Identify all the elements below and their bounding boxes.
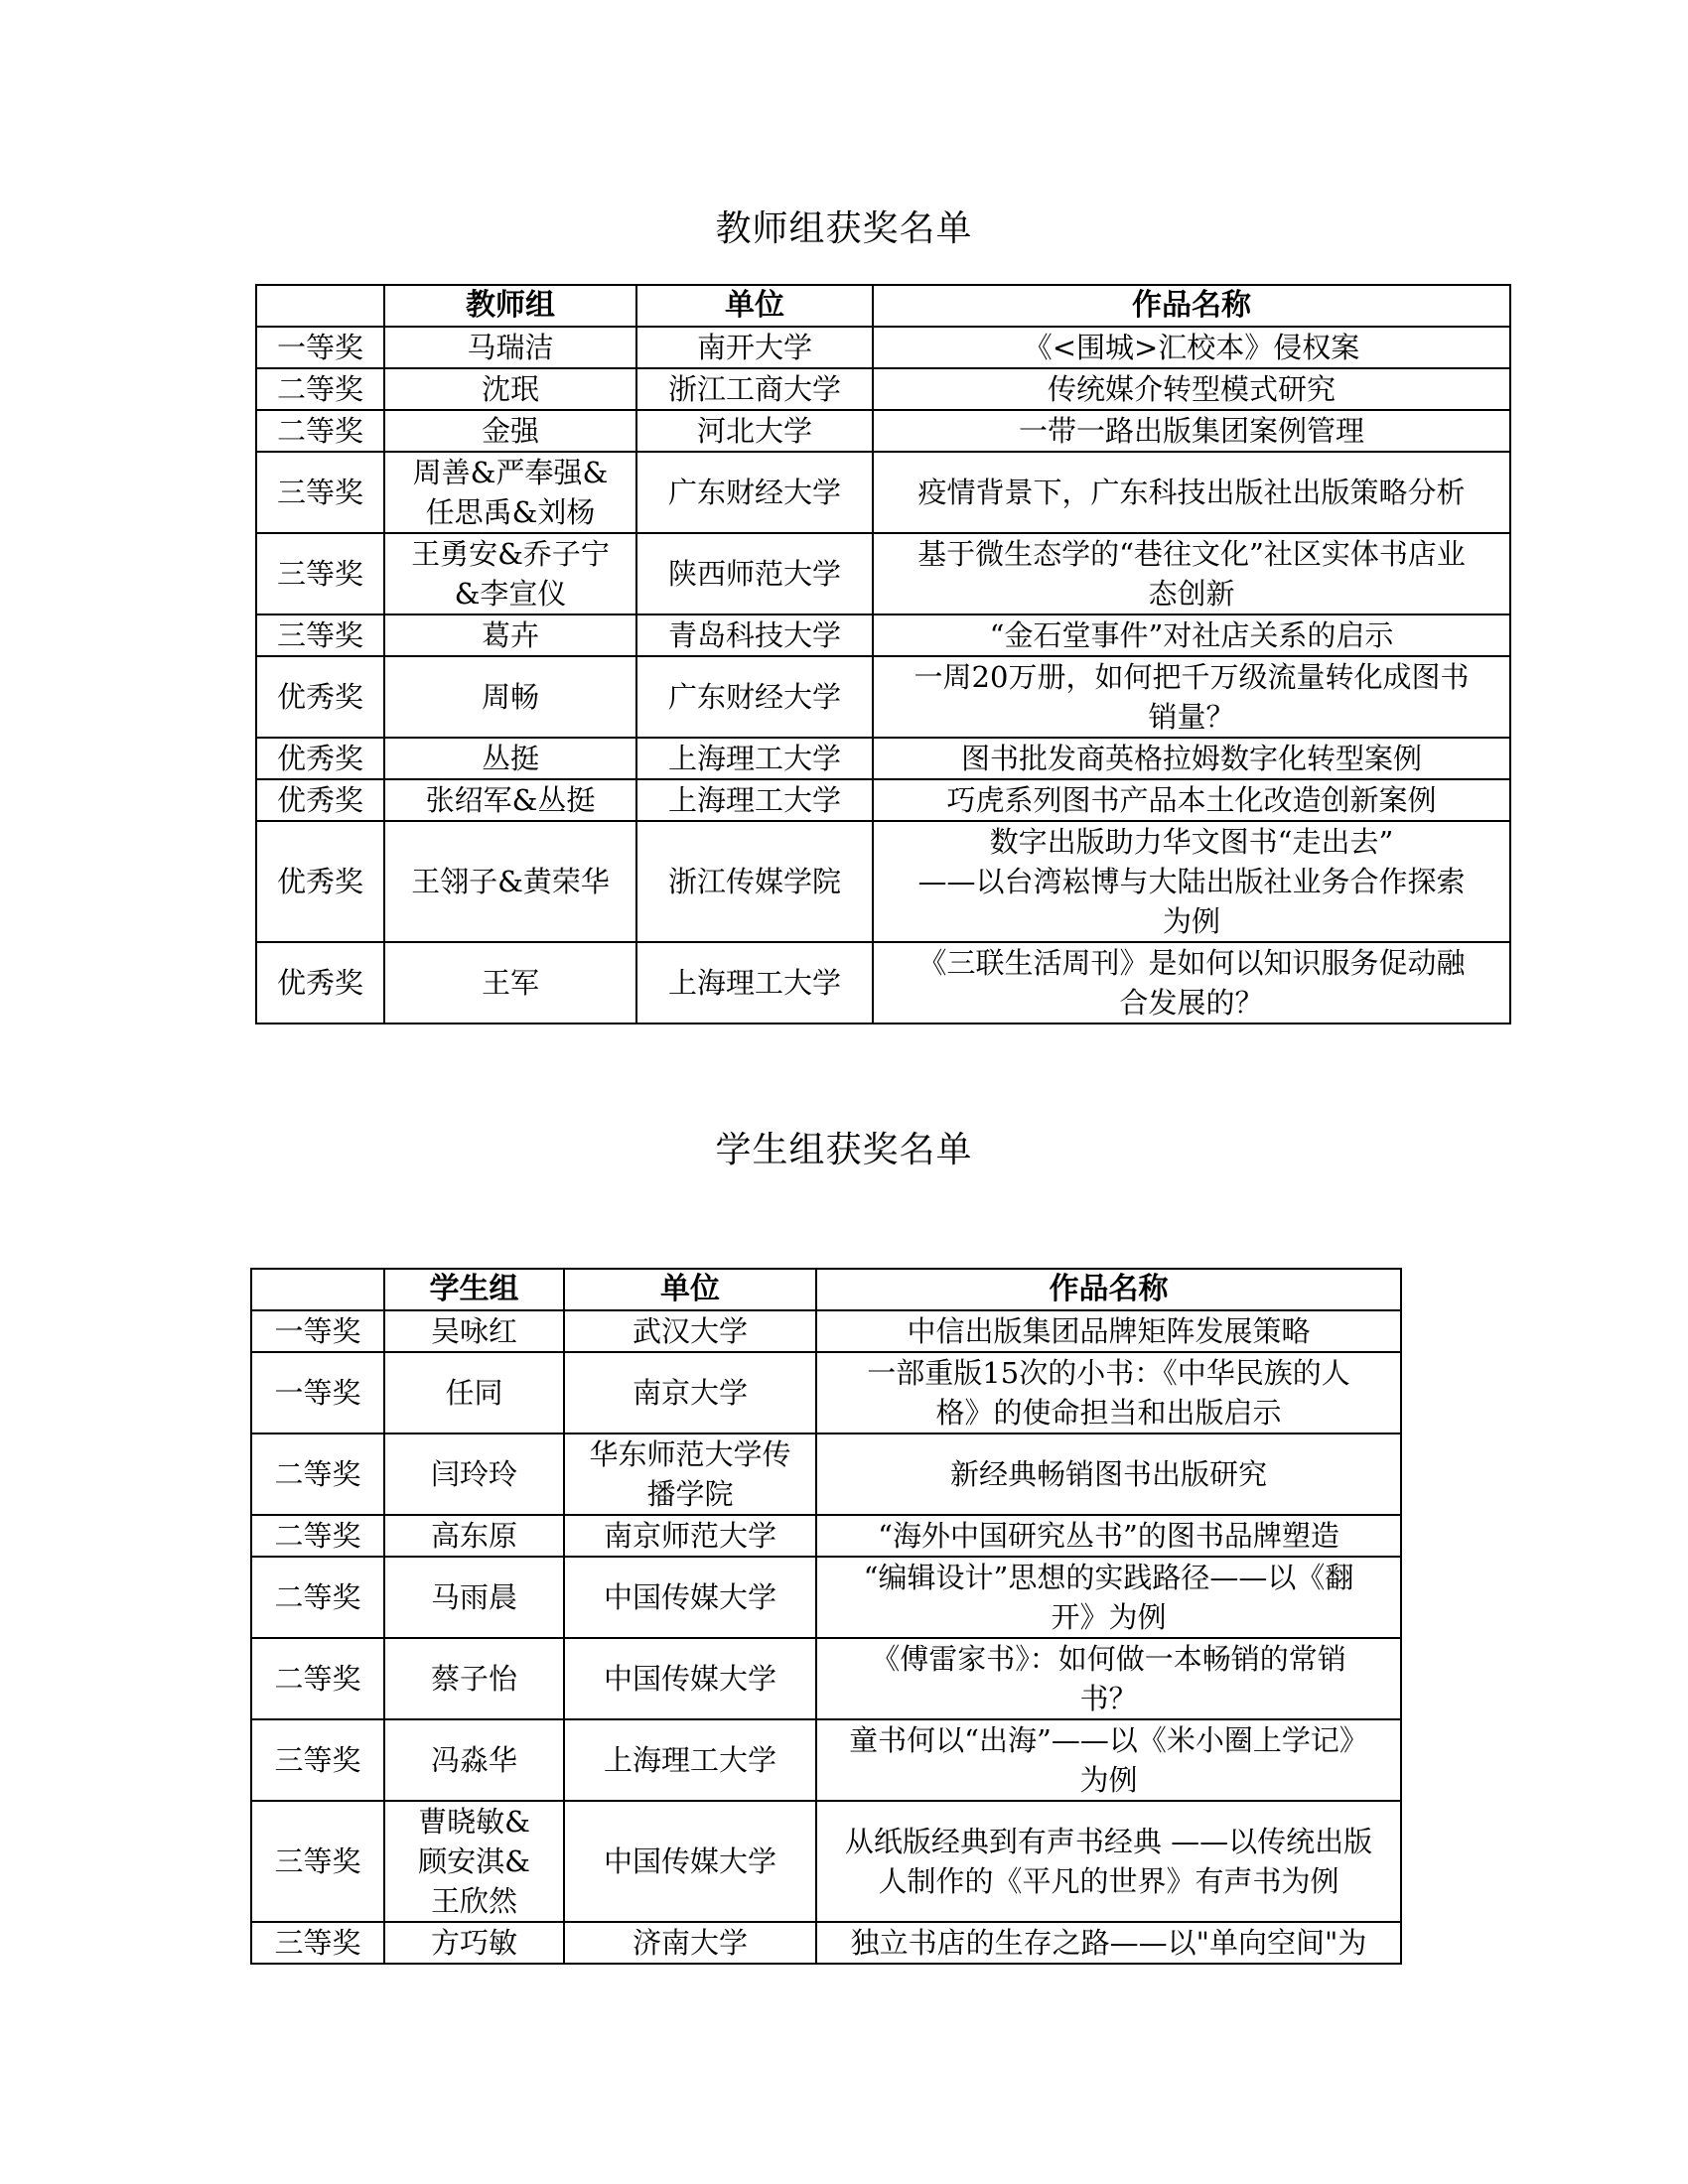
work-cell: 《<围城>汇校本》侵权案 xyxy=(873,327,1510,368)
name-cell: 王翎子&黄荣华 xyxy=(384,821,636,942)
table-row xyxy=(251,1433,1401,1515)
award-cell: 优秀奖 xyxy=(256,942,384,1024)
unit-cell: 南开大学 xyxy=(636,327,873,368)
unit-cell: 华东师范大学传 播学院 xyxy=(564,1433,816,1515)
unit-cell: 南京师范大学 xyxy=(564,1515,816,1557)
award-cell: 一等奖 xyxy=(251,1310,384,1352)
name-cell: 马雨晨 xyxy=(384,1557,564,1638)
table-row xyxy=(256,779,1510,821)
award-cell: 三等奖 xyxy=(256,452,384,533)
work-cell: 数字出版助力华文图书“走出去” ——以台湾崧博与大陆出版社业务合作探索 为例 xyxy=(873,821,1510,942)
name-cell: 周善&严奉强& 任思禹&刘杨 xyxy=(384,452,636,533)
award-cell: 优秀奖 xyxy=(256,656,384,738)
table-row xyxy=(256,368,1510,410)
award-cell: 一等奖 xyxy=(256,327,384,368)
name-cell: 闫玲玲 xyxy=(384,1433,564,1515)
unit-cell: 上海理工大学 xyxy=(636,779,873,821)
award-cell: 优秀奖 xyxy=(256,738,384,779)
table-row xyxy=(251,1719,1401,1801)
unit-cell: 中国传媒大学 xyxy=(564,1557,816,1638)
name-cell: 任同 xyxy=(384,1352,564,1433)
work-cell: 新经典畅销图书出版研究 xyxy=(816,1433,1401,1515)
award-cell: 二等奖 xyxy=(251,1638,384,1719)
work-cell: 一周20万册，如何把千万级流量转化成图书 销量？ xyxy=(873,656,1510,738)
name-cell: 吴咏红 xyxy=(384,1310,564,1352)
work-cell: “编辑设计”思想的实践路径——以《翻 开》为例 xyxy=(816,1557,1401,1638)
name-cell: 冯淼华 xyxy=(384,1719,564,1801)
work-cell: 《傅雷家书》：如何做一本畅销的常销 书？ xyxy=(816,1638,1401,1719)
table-row xyxy=(256,656,1510,738)
unit-cell: 中国传媒大学 xyxy=(564,1638,816,1719)
work-cell: 一部重版15次的小书：《中华民族的人 格》的使命担当和出版启示 xyxy=(816,1352,1401,1433)
unit-cell: 浙江工商大学 xyxy=(636,368,873,410)
header-unit: 单位 xyxy=(636,285,873,327)
teacher-section-title: 教师组获奖名单 xyxy=(715,208,973,249)
name-cell: 葛卉 xyxy=(384,614,636,656)
unit-cell: 武汉大学 xyxy=(564,1310,816,1352)
award-cell: 优秀奖 xyxy=(256,821,384,942)
name-cell: 蔡子怡 xyxy=(384,1638,564,1719)
unit-cell: 济南大学 xyxy=(564,1922,816,1964)
award-cell: 优秀奖 xyxy=(256,779,384,821)
work-cell: 传统媒介转型模式研究 xyxy=(873,368,1510,410)
table-row xyxy=(256,410,1510,452)
name-cell: 周畅 xyxy=(384,656,636,738)
table-row xyxy=(251,1557,1401,1638)
work-cell: 疫情背景下，广东科技出版社出版策略分析 xyxy=(873,452,1510,533)
award-cell: 三等奖 xyxy=(251,1922,384,1964)
table-row xyxy=(251,1352,1401,1433)
award-cell: 三等奖 xyxy=(251,1719,384,1801)
award-cell: 二等奖 xyxy=(251,1557,384,1638)
work-cell: 从纸版经典到有声书经典 ——以传统出版 人制作的《平凡的世界》有声书为例 xyxy=(816,1801,1401,1922)
work-cell: 童书何以“出海”——以《米小圈上学记》 为例 xyxy=(816,1719,1401,1801)
unit-cell: 上海理工大学 xyxy=(564,1719,816,1801)
award-cell: 二等奖 xyxy=(256,368,384,410)
unit-cell: 中国传媒大学 xyxy=(564,1801,816,1922)
name-cell: 高东原 xyxy=(384,1515,564,1557)
table-row xyxy=(256,452,1510,533)
work-cell: “金石堂事件”对社店关系的启示 xyxy=(873,614,1510,656)
work-cell: 《三联生活周刊》是如何以知识服务促动融 合发展的？ xyxy=(873,942,1510,1024)
table-row xyxy=(256,533,1510,614)
unit-cell: 陕西师范大学 xyxy=(636,533,873,614)
header-award xyxy=(256,285,384,327)
name-cell: 曹晓敏& 顾安淇& 王欣然 xyxy=(384,1801,564,1922)
work-cell: 基于微生态学的“巷往文化”社区实体书店业 态创新 xyxy=(873,533,1510,614)
header-award xyxy=(251,1269,384,1310)
name-cell: 金强 xyxy=(384,410,636,452)
table-row xyxy=(251,1922,1401,1964)
name-cell: 丛挺 xyxy=(384,738,636,779)
work-cell: “海外中国研究丛书”的图书品牌塑造 xyxy=(816,1515,1401,1557)
table-header-row xyxy=(251,1269,1401,1310)
award-cell: 三等奖 xyxy=(256,533,384,614)
table-row xyxy=(251,1310,1401,1352)
table-row xyxy=(251,1638,1401,1719)
award-cell: 二等奖 xyxy=(251,1433,384,1515)
student-awards-table xyxy=(250,1268,1402,1965)
work-cell: 一带一路出版集团案例管理 xyxy=(873,410,1510,452)
name-cell: 马瑞洁 xyxy=(384,327,636,368)
header-work: 作品名称 xyxy=(873,285,1510,327)
work-cell: 独立书店的生存之路——以"单向空间"为 xyxy=(816,1922,1401,1964)
award-cell: 二等奖 xyxy=(256,410,384,452)
teacher-awards-table xyxy=(255,284,1511,1024)
name-cell: 方巧敏 xyxy=(384,1922,564,1964)
award-cell: 一等奖 xyxy=(251,1352,384,1433)
unit-cell: 青岛科技大学 xyxy=(636,614,873,656)
unit-cell: 上海理工大学 xyxy=(636,942,873,1024)
header-work: 作品名称 xyxy=(816,1269,1401,1310)
unit-cell: 浙江传媒学院 xyxy=(636,821,873,942)
work-cell: 图书批发商英格拉姆数字化转型案例 xyxy=(873,738,1510,779)
work-cell: 中信出版集团品牌矩阵发展策略 xyxy=(816,1310,1401,1352)
table-row xyxy=(256,942,1510,1024)
table-row xyxy=(251,1801,1401,1922)
work-cell: 巧虎系列图书产品本土化改造创新案例 xyxy=(873,779,1510,821)
name-cell: 王勇安&乔子宁 &李宣仪 xyxy=(384,533,636,614)
name-cell: 沈珉 xyxy=(384,368,636,410)
name-cell: 王军 xyxy=(384,942,636,1024)
unit-cell: 南京大学 xyxy=(564,1352,816,1433)
award-cell: 三等奖 xyxy=(251,1801,384,1922)
table-row xyxy=(256,738,1510,779)
header-unit: 单位 xyxy=(564,1269,816,1310)
name-cell: 张绍军&丛挺 xyxy=(384,779,636,821)
award-cell: 二等奖 xyxy=(251,1515,384,1557)
header-name: 学生组 xyxy=(384,1269,564,1310)
unit-cell: 广东财经大学 xyxy=(636,656,873,738)
header-name: 教师组 xyxy=(384,285,636,327)
table-row xyxy=(256,821,1510,942)
unit-cell: 广东财经大学 xyxy=(636,452,873,533)
unit-cell: 河北大学 xyxy=(636,410,873,452)
table-header-row xyxy=(256,285,1510,327)
unit-cell: 上海理工大学 xyxy=(636,738,873,779)
table-row xyxy=(256,614,1510,656)
award-cell: 三等奖 xyxy=(256,614,384,656)
table-row xyxy=(256,327,1510,368)
table-row xyxy=(251,1515,1401,1557)
student-section-title: 学生组获奖名单 xyxy=(715,1130,973,1170)
